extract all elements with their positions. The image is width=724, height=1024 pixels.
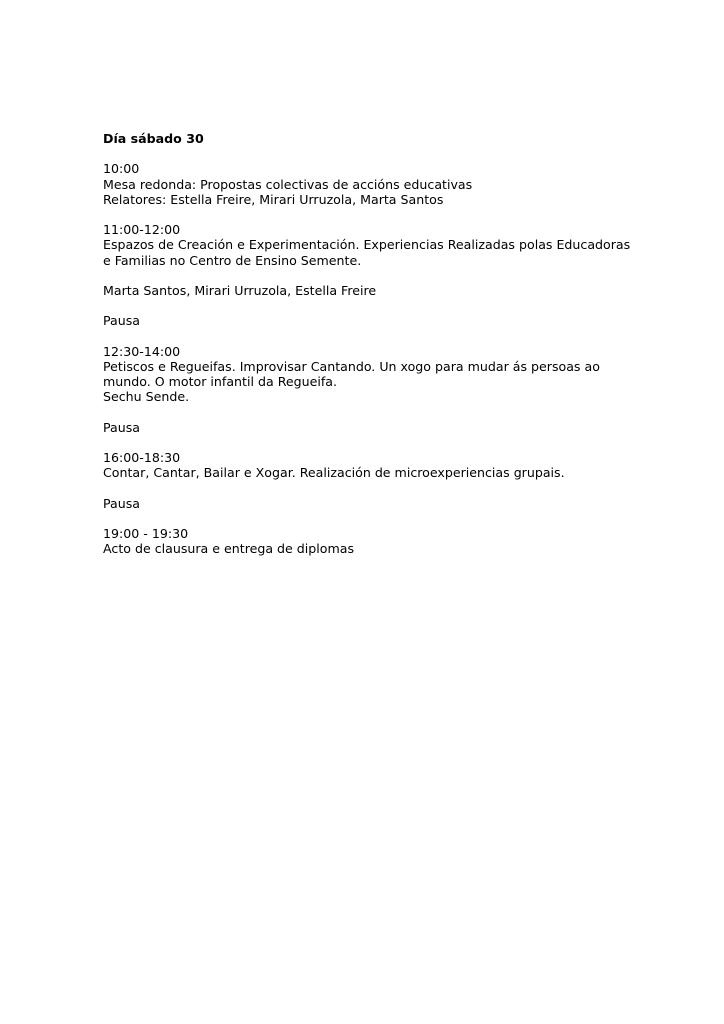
speakers: Relatores: Estella Freire, Mirari Urruzola, Marta Santos xyxy=(103,191,444,207)
block-creation-spaces xyxy=(103,222,663,268)
session-title: Contar, Cantar, Bailar e Xogar. Realización de microexperiencias grupais. xyxy=(103,465,565,481)
session-title: Mesa redonda: Propostas colectivas de accións educativas xyxy=(103,176,473,192)
time-label: 11:00-12:00 xyxy=(103,222,181,238)
time-label: 10:00 xyxy=(103,161,140,177)
time-label: 12:30-14:00 xyxy=(103,343,181,359)
session-title-continued: mundo. O motor infantil da Regueifa. xyxy=(103,374,338,390)
pause-label: Pausa xyxy=(103,495,141,511)
block-pause-2 xyxy=(103,420,663,435)
time-label: 19:00 - 19:30 xyxy=(103,526,189,542)
time-label: 16:00-18:30 xyxy=(103,450,181,466)
block-pause-1 xyxy=(103,313,663,328)
block-regueifas xyxy=(103,344,663,405)
block-closing xyxy=(103,526,663,556)
pause-label: Pausa xyxy=(103,313,141,329)
block-microexperiences xyxy=(103,450,663,480)
pause-label: Pausa xyxy=(103,419,141,435)
day-title: Día sábado 30 xyxy=(103,131,204,146)
session-title: Petiscos e Regueifas. Improvisar Cantando. Un xogo para mudar ás persoas ao xyxy=(103,358,600,374)
speakers: Sechu Sende. xyxy=(103,389,190,405)
session-title-continued: e Familias no Centro de Ensino Semente. xyxy=(103,252,362,268)
session-title: Espazos de Creación e Experimentación. Experiencias Realizadas polas Educadoras xyxy=(103,237,631,253)
schedule-content xyxy=(103,131,663,572)
block-pause-3 xyxy=(103,496,663,511)
block-round-table xyxy=(103,161,663,207)
session-title: Acto de clausura e entrega de diplomas xyxy=(103,541,355,557)
block-speakers xyxy=(103,283,663,298)
speakers: Marta Santos, Mirari Urruzola, Estella Freire xyxy=(103,282,377,298)
